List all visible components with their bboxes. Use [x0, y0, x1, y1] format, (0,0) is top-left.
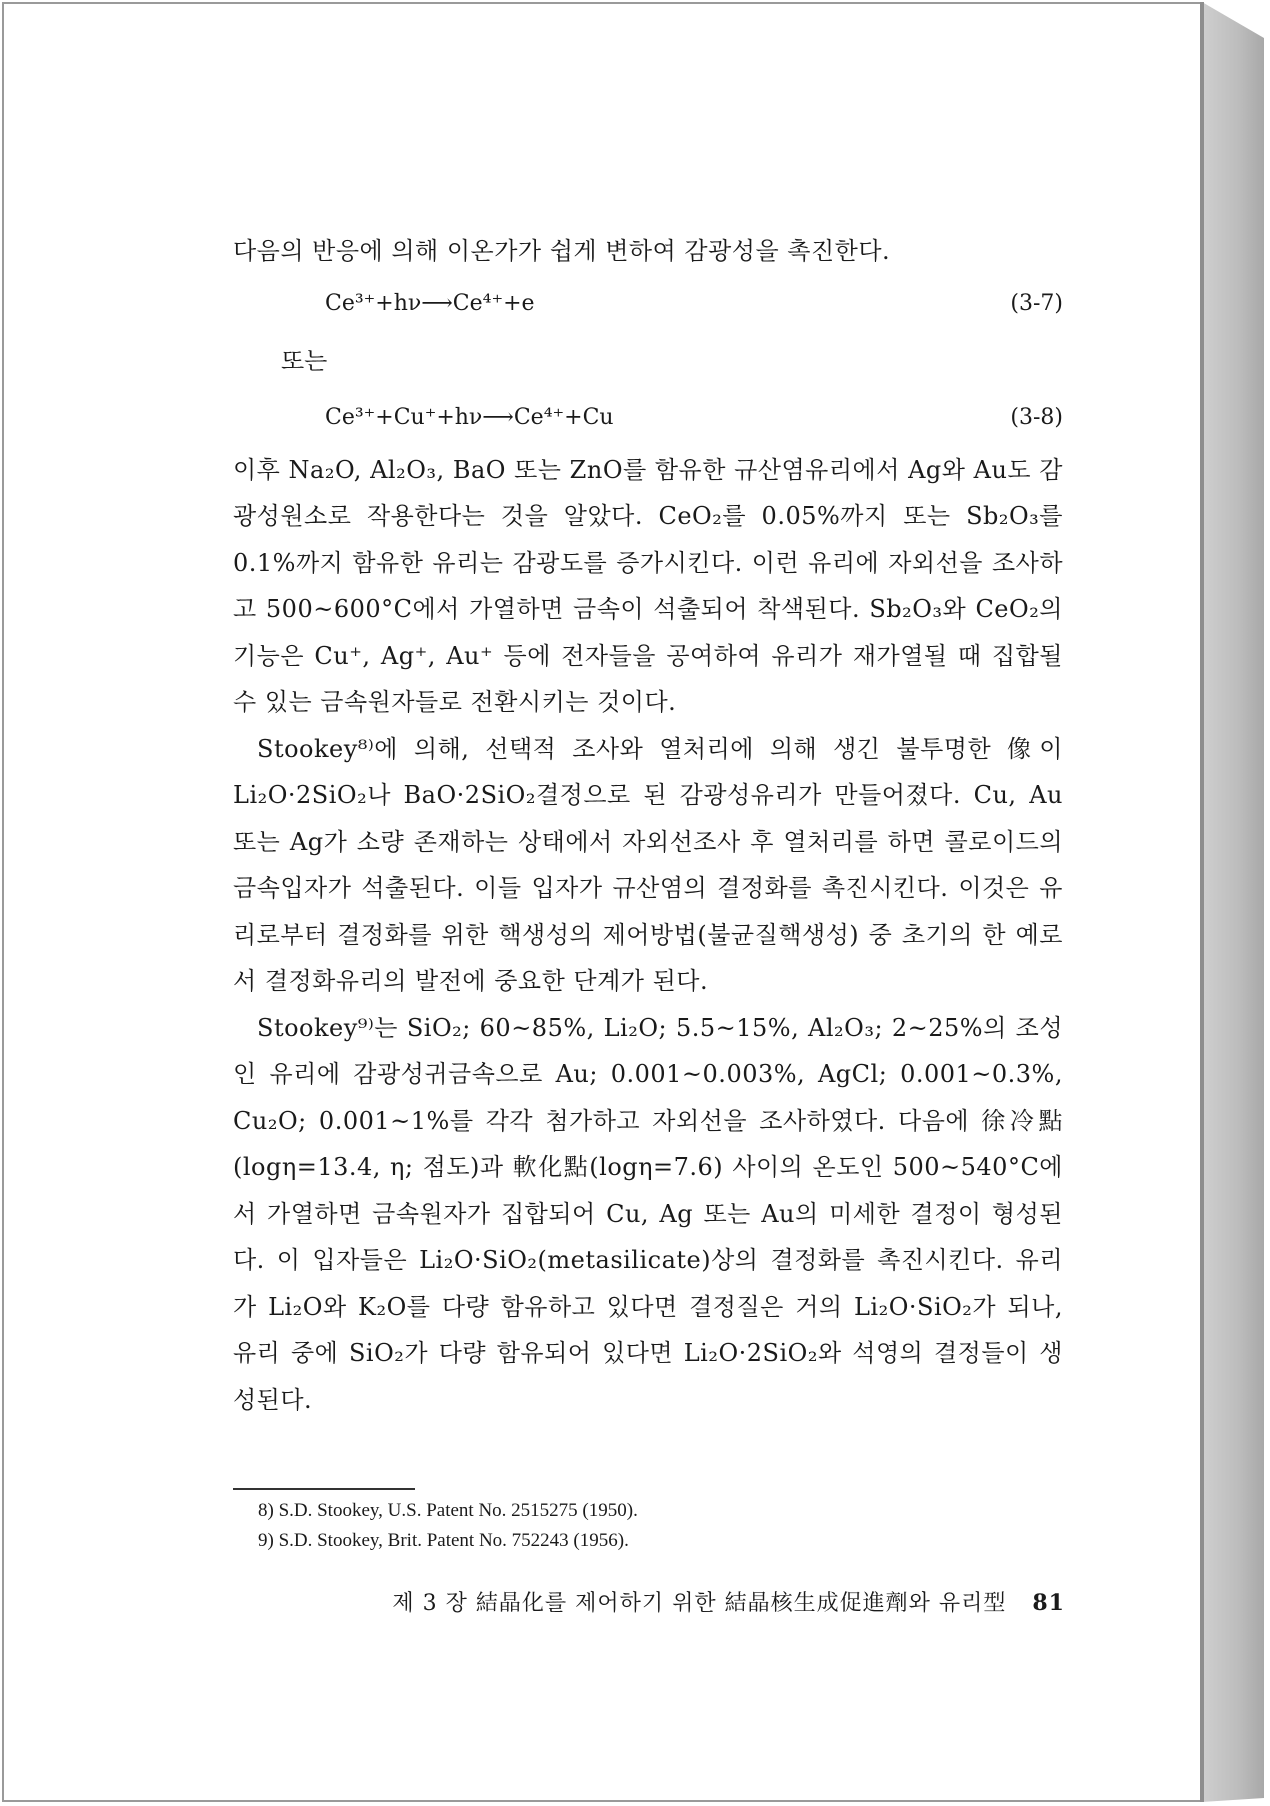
- paragraph-2: Stookey⁸⁾에 의해, 선택적 조사와 열처리에 의해 생긴 불투명한 像이 Li₂O·2SiO₂나 BaO·2SiO₂결정으로 된 감광성유리가 만들어졌다. Cu, Au 또는 Ag가 소량 존재하는 상태에서 자외선조사 후 열처리를 하면 콜로이드의 금속입자가 석출된다. 이들 입자가 규산염의 결정화를 촉진시킨다. 이것은 유리로부터 결정화를 위한 핵생성의 제어방법(불균질핵생성) 중 초기의 한 예로서 결정화유리의 발전에 중요한 단계가 된다.: [233, 734, 1063, 995]
- or-word: 또는: [281, 346, 328, 375]
- page-edge: [1200, 2, 1204, 1802]
- intro-sentence: 다음의 반응에 의해 이온가가 쉽게 변하여 감광성을 촉진한다.: [233, 237, 891, 265]
- equation-3-7-formula: Ce³⁺+hν⟶Ce⁴⁺+e: [325, 290, 535, 316]
- footnote-9: 9) S.D. Stookey, Brit. Patent No. 752243 (1956).: [258, 1530, 629, 1551]
- page-number: 81: [1032, 1590, 1065, 1616]
- footnote-divider: [233, 1488, 415, 1490]
- chapter-title: 제 3 장 結晶化를 제어하기 위한 結晶核生成促進劑와 유리型: [392, 1591, 1007, 1616]
- body-text: [233, 228, 1063, 1423]
- equation-3-8-formula: Ce³⁺+Cu⁺+hν⟶Ce⁴⁺+Cu: [325, 404, 614, 430]
- equation-3-7-number: (3-7): [1010, 290, 1063, 316]
- footnote-8: 8) S.D. Stookey, U.S. Patent No. 2515275 (1950).: [258, 1500, 638, 1521]
- equation-3-8-number: (3-8): [1010, 404, 1063, 430]
- equation-3-7: [233, 275, 1063, 333]
- equation-3-8: [233, 389, 1063, 447]
- running-footer: [320, 1583, 1065, 1624]
- paragraph-3: Stookey⁹⁾는 SiO₂; 60~85%, Li₂O; 5.5~15%, Al₂O₃; 2~25%의 조성인 유리에 감광성귀금속으로 Au; 0.001~0.003%, AgCl; 0.001~0.3%, Cu₂O; 0.001~1%를 각각 첨가하고 자외선을 조사하였다. 다음에 徐冷點(logη=13.4, η; 점도)과 軟化點(logη=7.6) 사이의 온도인 500~540°C에서 가열하면 금속원자가 집합되어 Cu, Ag 또는 Au의 미세한 결정이 형성된다. 이 입자들은 Li₂O·SiO₂(metasilicate)상의 결정화를 촉진시킨다. 유리가 Li₂O와 K₂O를 다량 함유하고 있다면 결정질은 거의 Li₂O·SiO₂가 되나, 유리 중에 SiO₂가 다량 함유되어 있다면 Li₂O·2SiO₂와 석영의 결정들이 생성된다.: [233, 1013, 1063, 1414]
- page-stack-side: [1202, 2, 1264, 1802]
- paragraph-1: 이후 Na₂O, Al₂O₃, BaO 또는 ZnO를 함유한 규산염유리에서 Ag와 Au도 감광성원소로 작용한다는 것을 알았다. CeO₂를 0.05%까지 또는 Sb₂O₃를 0.1%까지 함유한 유리는 감광도를 증가시킨다. 이런 유리에 자외선을 조사하고 500~600°C에서 가열하면 금속이 석출되어 착색된다. Sb₂O₃와 CeO₂의 기능은 Cu⁺, Ag⁺, Au⁺ 등에 전자들을 공여하여 유리가 재가열될 때 집합될 수 있는 금속원자들로 전환시키는 것이다.: [233, 455, 1063, 716]
- footnotes: [258, 1496, 1058, 1556]
